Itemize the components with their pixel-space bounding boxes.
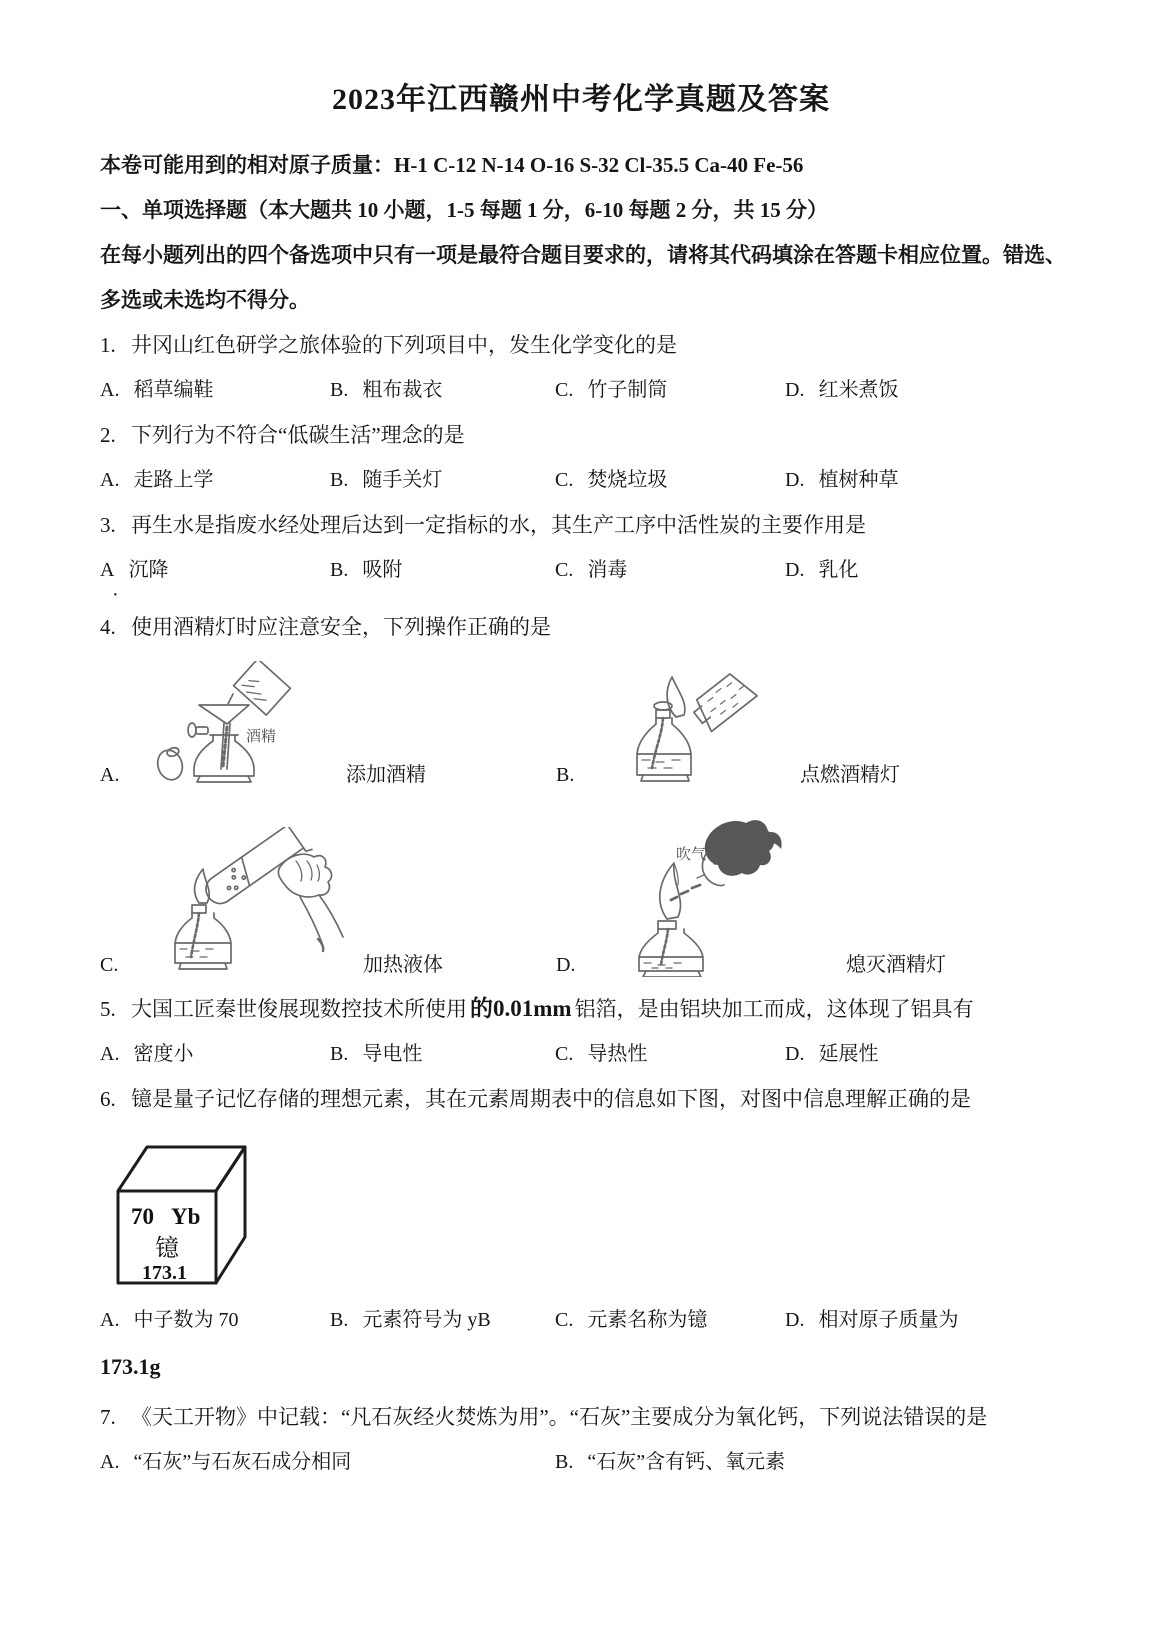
heat-liquid-figure: [150, 827, 345, 977]
ytterbium-element-cube: [106, 1133, 254, 1291]
option-5a-label: A.: [100, 1043, 120, 1065]
option-3b-label: B.: [330, 559, 349, 581]
question-1-text: 井冈山红色研学之旅体验的下列项目中，发生化学变化的是: [131, 333, 677, 357]
option-6a: [100, 1309, 330, 1332]
option-1d: [785, 379, 1062, 402]
option-2c: [555, 469, 785, 492]
option-3c-text: 消毒: [587, 559, 628, 581]
question-5-number: 5.: [100, 997, 116, 1021]
option-2c-label: C.: [555, 469, 574, 491]
option-1b-label: B.: [330, 379, 349, 401]
question-2-options: [100, 469, 1062, 492]
option-5c-text: 导热性: [587, 1043, 648, 1065]
option-3d: [785, 559, 1062, 582]
option-5c: [555, 1043, 785, 1066]
alcohol-annotation: 酒精: [246, 729, 277, 745]
question-6-number: 6.: [100, 1087, 116, 1111]
element-cube-wrapper: [106, 1133, 1062, 1291]
option-7b-label: B.: [555, 1451, 574, 1473]
option-2a-text: 走路上学: [133, 469, 214, 491]
option-1a-label: A.: [100, 379, 120, 401]
option-2d: [785, 469, 1062, 492]
option-1c-label: C.: [555, 379, 574, 401]
option-6c-label: C.: [555, 1309, 574, 1331]
question-5-bold-measure: 的0.01mm: [470, 996, 572, 1021]
option-7a: [100, 1451, 555, 1474]
option-2d-label: D.: [785, 469, 805, 491]
question-1-options: [100, 379, 1062, 402]
option-1a-text: 稻草编鞋: [133, 379, 214, 401]
figure-a-caption: 添加酒精: [346, 764, 426, 786]
element-name-value: 镱: [155, 1236, 179, 1262]
option-5a-text: 密度小: [133, 1043, 194, 1065]
figure-b-caption: 点燃酒精灯: [800, 764, 900, 786]
option-3a-label: A: [100, 559, 115, 581]
option-7a-label: A.: [100, 1451, 120, 1473]
option-6d-text: 相对原子质量为: [818, 1309, 959, 1331]
question-5-text-after: 铝箔，是由铝块加工而成，这体现了铝具有: [574, 997, 974, 1021]
option-2a: [100, 469, 330, 492]
question-2-text: 下列行为不符合“低碳生活”理念的是: [131, 423, 465, 447]
figure-a-cell: [100, 661, 556, 787]
option-2c-text: 焚烧垃圾: [587, 469, 668, 491]
option-6a-text: 中子数为 70: [133, 1309, 239, 1331]
option-1c: [555, 379, 785, 402]
question-4-figure-row-cd: [100, 807, 1062, 977]
question-5-text-before: 大国工匠秦世俊展现数控技术所使用: [131, 997, 467, 1021]
atomic-mass-note: 本卷可能用到的相对原子质量：H-1 C-12 N-14 O-16 S-32 Cl-35.5 Ca-40 Fe-56: [100, 153, 804, 177]
question-6-text: 镱是量子记忆存储的理想元素，其在元素周期表中的信息如下图，对图中信息理解正确的是: [131, 1087, 971, 1111]
stray-dot-mark: ·: [112, 584, 119, 606]
option-3b: [330, 559, 555, 582]
question-7: [100, 1406, 1062, 1429]
option-2a-label: A.: [100, 469, 120, 491]
question-2: [100, 424, 1062, 447]
option-3d-text: 乳化: [818, 559, 859, 581]
option-2d-text: 植树种草: [818, 469, 899, 491]
figure-b-cell: [556, 661, 1012, 787]
atomic-number-value: 70: [131, 1204, 154, 1229]
instructions-line-1: 在每小题列出的四个备选项中只有一项是最符合题目要求的，请将其代码填涂在答题卡相应位置。错选、: [100, 243, 1066, 267]
option-6d: [785, 1309, 1062, 1332]
figure-d-label: D.: [556, 954, 576, 976]
option-7b-text: “石灰”含有钙、氧元素: [587, 1451, 786, 1473]
option-5d: [785, 1043, 1062, 1066]
figure-d-cell: [556, 807, 1012, 977]
question-4-text: 使用酒精灯时应注意安全，下列操作正确的是: [131, 615, 551, 639]
option-2b-label: B.: [330, 469, 349, 491]
option-1c-text: 竹子制筒: [587, 379, 668, 401]
option-5c-label: C.: [555, 1043, 574, 1065]
question-4: [100, 616, 1062, 639]
add-alcohol-figure: [150, 661, 300, 787]
option-5b-text: 导电性: [362, 1043, 423, 1065]
page-title: 2023年江西赣州中考化学真题及答案: [332, 83, 830, 116]
figure-c-cell: [100, 827, 556, 977]
question-7-options: [100, 1451, 1062, 1474]
question-7-number: 7.: [100, 1405, 116, 1429]
option-6b: [330, 1309, 555, 1332]
question-3-text: 再生水是指废水经处理后达到一定指标的水，其生产工序中活性炭的主要作用是: [131, 513, 866, 537]
question-6: [100, 1088, 1062, 1111]
light-lamp-figure: [606, 661, 758, 787]
question-6-options: [100, 1309, 1062, 1332]
option-2b: [330, 469, 555, 492]
question-4-figure-row-ab: [100, 661, 1062, 787]
question-1: [100, 334, 1062, 357]
figure-c-label: C.: [100, 954, 119, 976]
option-1b: [330, 379, 555, 402]
question-7-text: 《天工开物》中记载：“凡石灰经火焚炼为用”。“石灰”主要成分为氧化钙，下列说法错误的是: [131, 1405, 988, 1429]
option-6c-text: 元素名称为镱: [587, 1309, 708, 1331]
question-1-number: 1.: [100, 333, 116, 357]
option-5b-label: B.: [330, 1043, 349, 1065]
figure-b-label: B.: [556, 764, 575, 786]
option-1b-text: 粗布裁衣: [362, 379, 443, 401]
option-7a-text: “石灰”与石灰石成分相同: [133, 1451, 352, 1473]
element-symbol-value: Yb: [171, 1204, 201, 1229]
option-3d-label: D.: [785, 559, 805, 581]
option-6b-text: 元素符号为 yB: [362, 1309, 491, 1331]
option-1a: [100, 379, 330, 402]
option-3c-label: C.: [555, 559, 574, 581]
question-5-options: [100, 1043, 1062, 1066]
option-5b: [330, 1043, 555, 1066]
option-7b: [555, 1451, 1062, 1474]
question-3: [100, 514, 1062, 537]
option-6a-label: A.: [100, 1309, 120, 1331]
section-header: 一、单项选择题（本大题共 10 小题，1-5 每题 1 分，6-10 每题 2 分，共 15 分）: [100, 198, 828, 222]
instructions-line-2: 多选或未选均不得分。: [100, 288, 310, 312]
option-1d-label: D.: [785, 379, 805, 401]
atomic-mass-value: 173.1: [142, 1262, 187, 1284]
figure-d-caption: 熄灭酒精灯: [846, 954, 946, 976]
question-5: [100, 997, 1062, 1021]
extinguish-lamp-figure: [606, 807, 786, 977]
figure-a-label: A.: [100, 764, 120, 786]
option-6d-label: D.: [785, 1309, 805, 1331]
option-5a: [100, 1043, 330, 1066]
option-6c: [555, 1309, 785, 1332]
option-6b-label: B.: [330, 1309, 349, 1331]
figure-c-caption: 加热液体: [363, 954, 443, 976]
option-2b-text: 随手关灯: [362, 469, 443, 491]
option-1d-text: 红米煮饭: [818, 379, 899, 401]
question-3-options: [100, 559, 1062, 582]
option-5d-text: 延展性: [818, 1043, 879, 1065]
question-4-number: 4.: [100, 615, 116, 639]
option-3b-text: 吸附: [362, 559, 403, 581]
option-5d-label: D.: [785, 1043, 805, 1065]
question-3-number: 3.: [100, 513, 116, 537]
option-3c: [555, 559, 785, 582]
option-3a-text: 沉降: [128, 559, 169, 581]
option-3a: [100, 559, 330, 582]
blow-air-annotation: 吹气: [676, 847, 707, 863]
option-6d-continuation: 173.1g: [100, 1354, 161, 1379]
question-2-number: 2.: [100, 423, 116, 447]
